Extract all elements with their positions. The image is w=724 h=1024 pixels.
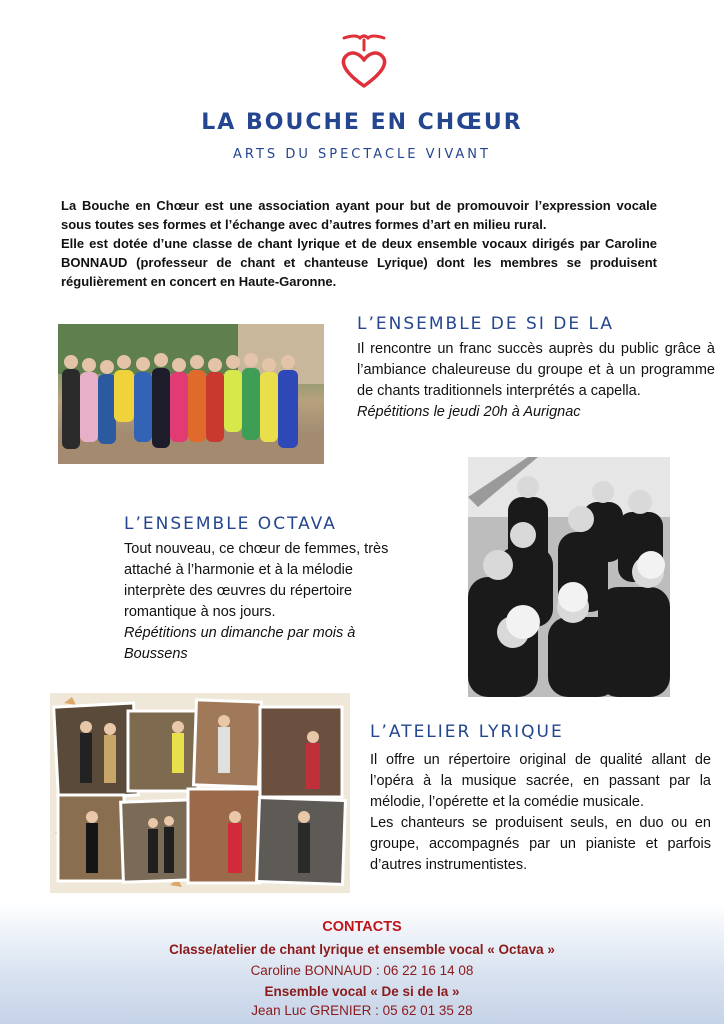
page-title: LA BOUCHE EN CHŒUR: [201, 110, 523, 135]
contacts-heading: CONTACTS: [322, 919, 402, 935]
intro-paragraph: Elle est dotée d’une classe de chant lyrique et de deux ensemble vocaux dirigés par Caroline BONNAUD (professeur de chant et chanteuse Lyrique) dont les membres se produisent régulièrement en concert en Haute-Garonne.: [61, 236, 657, 289]
section-description: Il offre un répertoire original de qualité allant de l’opéra à la musique sacrée, en passant par la mélodie, l’opérette et la comédie musicale.: [370, 752, 711, 810]
section-description: Tout nouveau, ce chœur de femmes, très attaché à l’harmonie et à la mélodie interprète des œuvres du répertoire romantique à nos jours.: [124, 541, 389, 620]
heart-mouth-icon: [336, 30, 392, 94]
photo-collage-atelier-lyrique: [50, 693, 350, 893]
section-heading-atelier-lyrique: L’ATELIER LYRIQUE: [370, 722, 564, 742]
photo-ensemble-de-si-de-la: [58, 324, 324, 464]
contact-octava-label: Classe/atelier de chant lyrique et ensemble vocal « Octava »: [169, 942, 555, 957]
contact-octava-phone: Caroline BONNAUD : 06 22 16 14 08: [250, 963, 474, 978]
section-text-octava: [124, 539, 414, 665]
intro-text: [61, 196, 657, 291]
logo: [336, 30, 392, 94]
section-heading-de-si-de-la: L’ENSEMBLE DE SI DE LA: [357, 314, 614, 334]
contact-de-si-de-la-label: Ensemble vocal « De si de la »: [264, 984, 460, 999]
section-description: Il rencontre un franc succès auprès du public grâce à l’ambiance chaleureuse du groupe et à un programme de chants traditionnels interprétés a capella.: [357, 341, 715, 399]
section-text-atelier-lyrique: [370, 750, 711, 876]
intro-paragraph: La Bouche en Chœur est une association ayant pour but de promouvoir l’expression vocale sous toutes ses formes et l’échange avec d’autres formes d’art en milieu rural.: [61, 198, 657, 232]
page-subtitle: ARTS DU SPECTACLE VIVANT: [233, 147, 491, 162]
photo-ensemble-octava: [468, 457, 670, 697]
section-text-de-si-de-la: [357, 339, 715, 423]
rehearsal-schedule: Répétitions un dimanche par mois à Boussens: [124, 625, 356, 662]
rehearsal-schedule: Répétitions le jeudi 20h à Aurignac: [357, 404, 581, 420]
contact-de-si-de-la-phone: Jean Luc GRENIER : 05 62 01 35 28: [251, 1003, 473, 1018]
section-heading-octava: L’ENSEMBLE OCTAVA: [124, 514, 337, 534]
section-description-2: Les chanteurs se produisent seuls, en duo ou en groupe, accompagnés par un pianiste et parfois d’autres instrumentistes.: [370, 815, 711, 873]
